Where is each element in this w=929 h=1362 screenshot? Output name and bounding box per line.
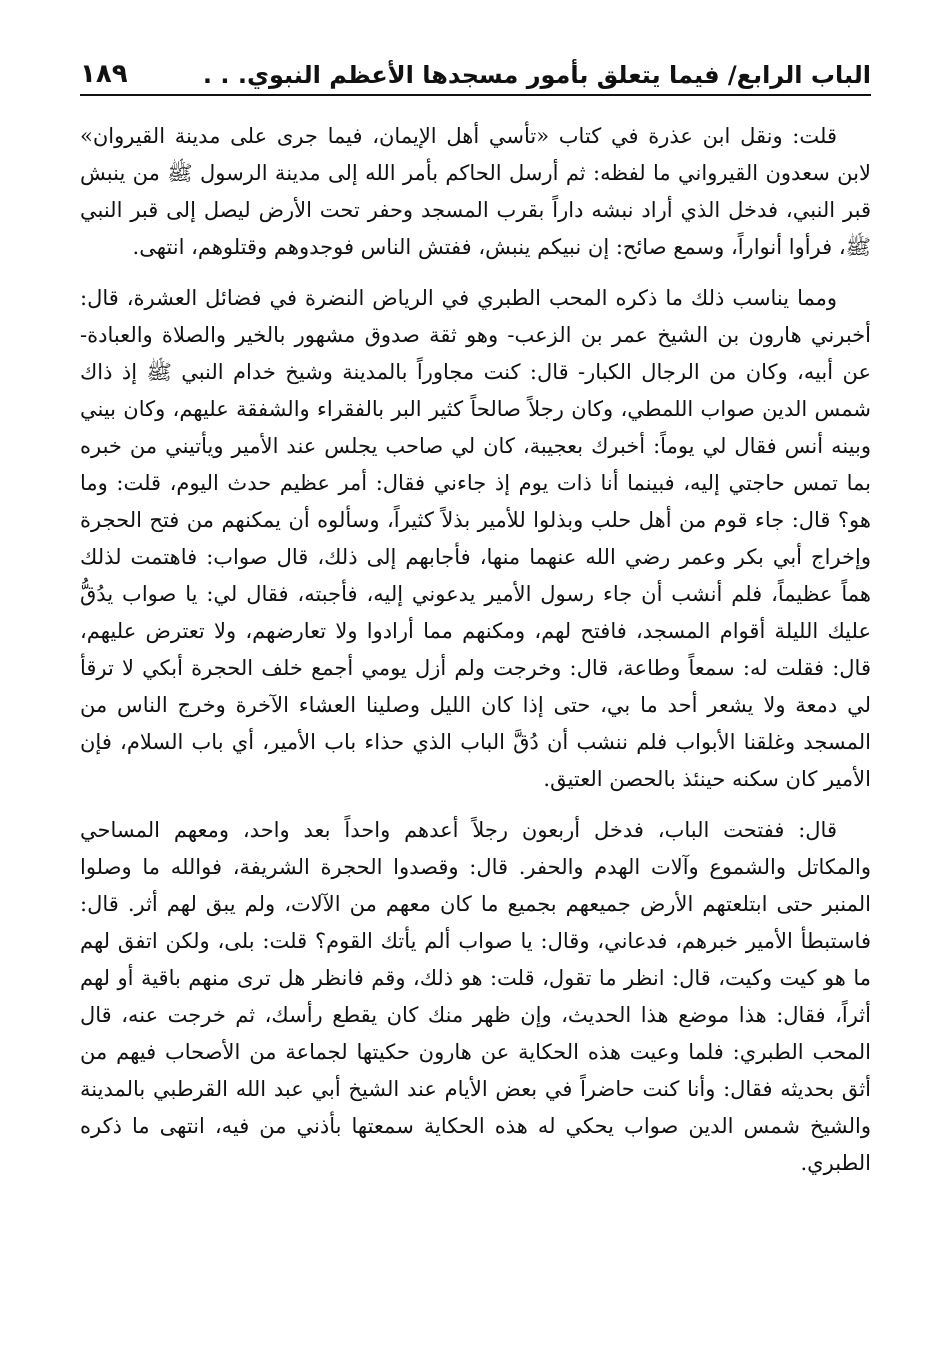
page-number: ١٨٩ [80, 58, 128, 89]
paragraph-3: قال: ففتحت الباب، فدخل أربعون رجلاً أعدهم واحداً بعد واحد، ومعهم المساحي والمكاتل والشموع وآلات الهدم والحفر. قال: وقصدوا الحجرة الشريفة، فوالله ما وصلوا المنبر حتى ابتلعتهم الأرض جميعهم بجميع ما كان معهم من الآلات، ولم يبق لهم أثر. قال: فاستبطأ الأمير خبرهم، فدعاني، وقال: يا صواب ألم يأتك القوم؟ قلت: بلى، ولكن اتفق لهم ما هو كيت وكيت، قال: انظر ما تقول، قلت: هو ذلك، وقم فانظر هل ترى منهم باقية أو لهم أثراً، فقال: هذا موضع هذا الحديث، وإن ظهر منك كان يقطع رأسك، ثم خرجت عنه، قال المحب الطبري: فلما وعيت هذه الحكاية عن هارون حكيتها لجماعة من الأصحاب فيهم من أثق بحديثه فقال: وأنا كنت حاضراً في بعض الأيام عند الشيخ أبي عبد الله القرطبي بالمدينة والشيخ شمس الدين صواب يحكي له هذه الحكاية سمعتها بأذني من فيه، انتهى ما ذكره الطبري. [80, 818, 871, 1175]
paragraph-1: قلت: ونقل ابن عذرة في كتاب «تأسي أهل الإيمان، فيما جرى على مدينة القيروان» لابن سعدون القيرواني ما لفظه: ثم أرسل الحاكم بأمر الله إلى مدينة الرسول ﷺ من ينبش قبر النبي، فدخل الذي أراد نبشه داراً بقرب المسجد وحفر تحت الأرض ليصل إلى قبر النبي ﷺ، فرأوا أنواراً، وسمع صائح: إن نبيكم ينبش، ففتش الناس فوجدوهم وقتلوهم، انتهى. [80, 124, 871, 259]
paragraph-2: ومما يناسب ذلك ما ذكره المحب الطبري في الرياض النضرة في فضائل العشرة، قال: أخبرني هارون بن الشيخ عمر بن الزعب- وهو ثقة صدوق مشهور بالخير والصلاة والعبادة- عن أبيه، وكان من الرجال الكبار- قال: كنت مجاوراً بالمدينة وشيخ خدام النبي ﷺ إذ ذاك شمس الدين صواب اللمطي، وكان رجلاً صالحاً كثير البر بالفقراء والشفقة عليهم، وكان بيني وبينه أنس فقال لي يوماً: أخبرك بعجيبة، كان لي صاحب يجلس عند الأمير ويأتيني من خبره بما تمس حاجتي إليه، فبينما أنا ذات يوم إذ جاءني فقال: أمر عظيم حدث اليوم، قلت: وما هو؟ قال: جاء قوم من أهل حلب وبذلوا للأمير بذلاً كثيراً، وسألوه أن يمكنهم من فتح الحجرة وإخراج أبي بكر وعمر رضي الله عنهما منها، فأجابهم إلى ذلك، قال صواب: فاهتمت لذلك هماً عظيماً، فلم أنشب أن جاء رسول الأمير يدعوني إليه، فأجبته، فقال لي: يا صواب يدُقُّ عليك الليلة أقوام المسجد، فافتح لهم، ومكنهم مما أرادوا ولا تعارضهم، ولا تعترض عليهم، قال: فقلت له: سمعاً وطاعة، قال: وخرجت ولم أزل يومي أجمع خلف الحجرة أبكي لا ترقأ لي دمعة ولا يشعر أحد ما بي، حتى إذا كان الليل وصلينا العشاء الآخرة وخرج الناس من المسجد وغلقنا الأبواب فلم ننشب أن دُقَّ الباب الذي حذاء باب الأمير، أي باب السلام، فإن الأمير كان سكنه حينئذ بالحصن العتيق. [80, 286, 871, 791]
page-header [80, 44, 871, 96]
body-text [80, 118, 871, 1182]
running-title: الباب الرابع/ فيما يتعلق بأمور مسجدها الأعظم النبوي. . . [202, 61, 871, 90]
